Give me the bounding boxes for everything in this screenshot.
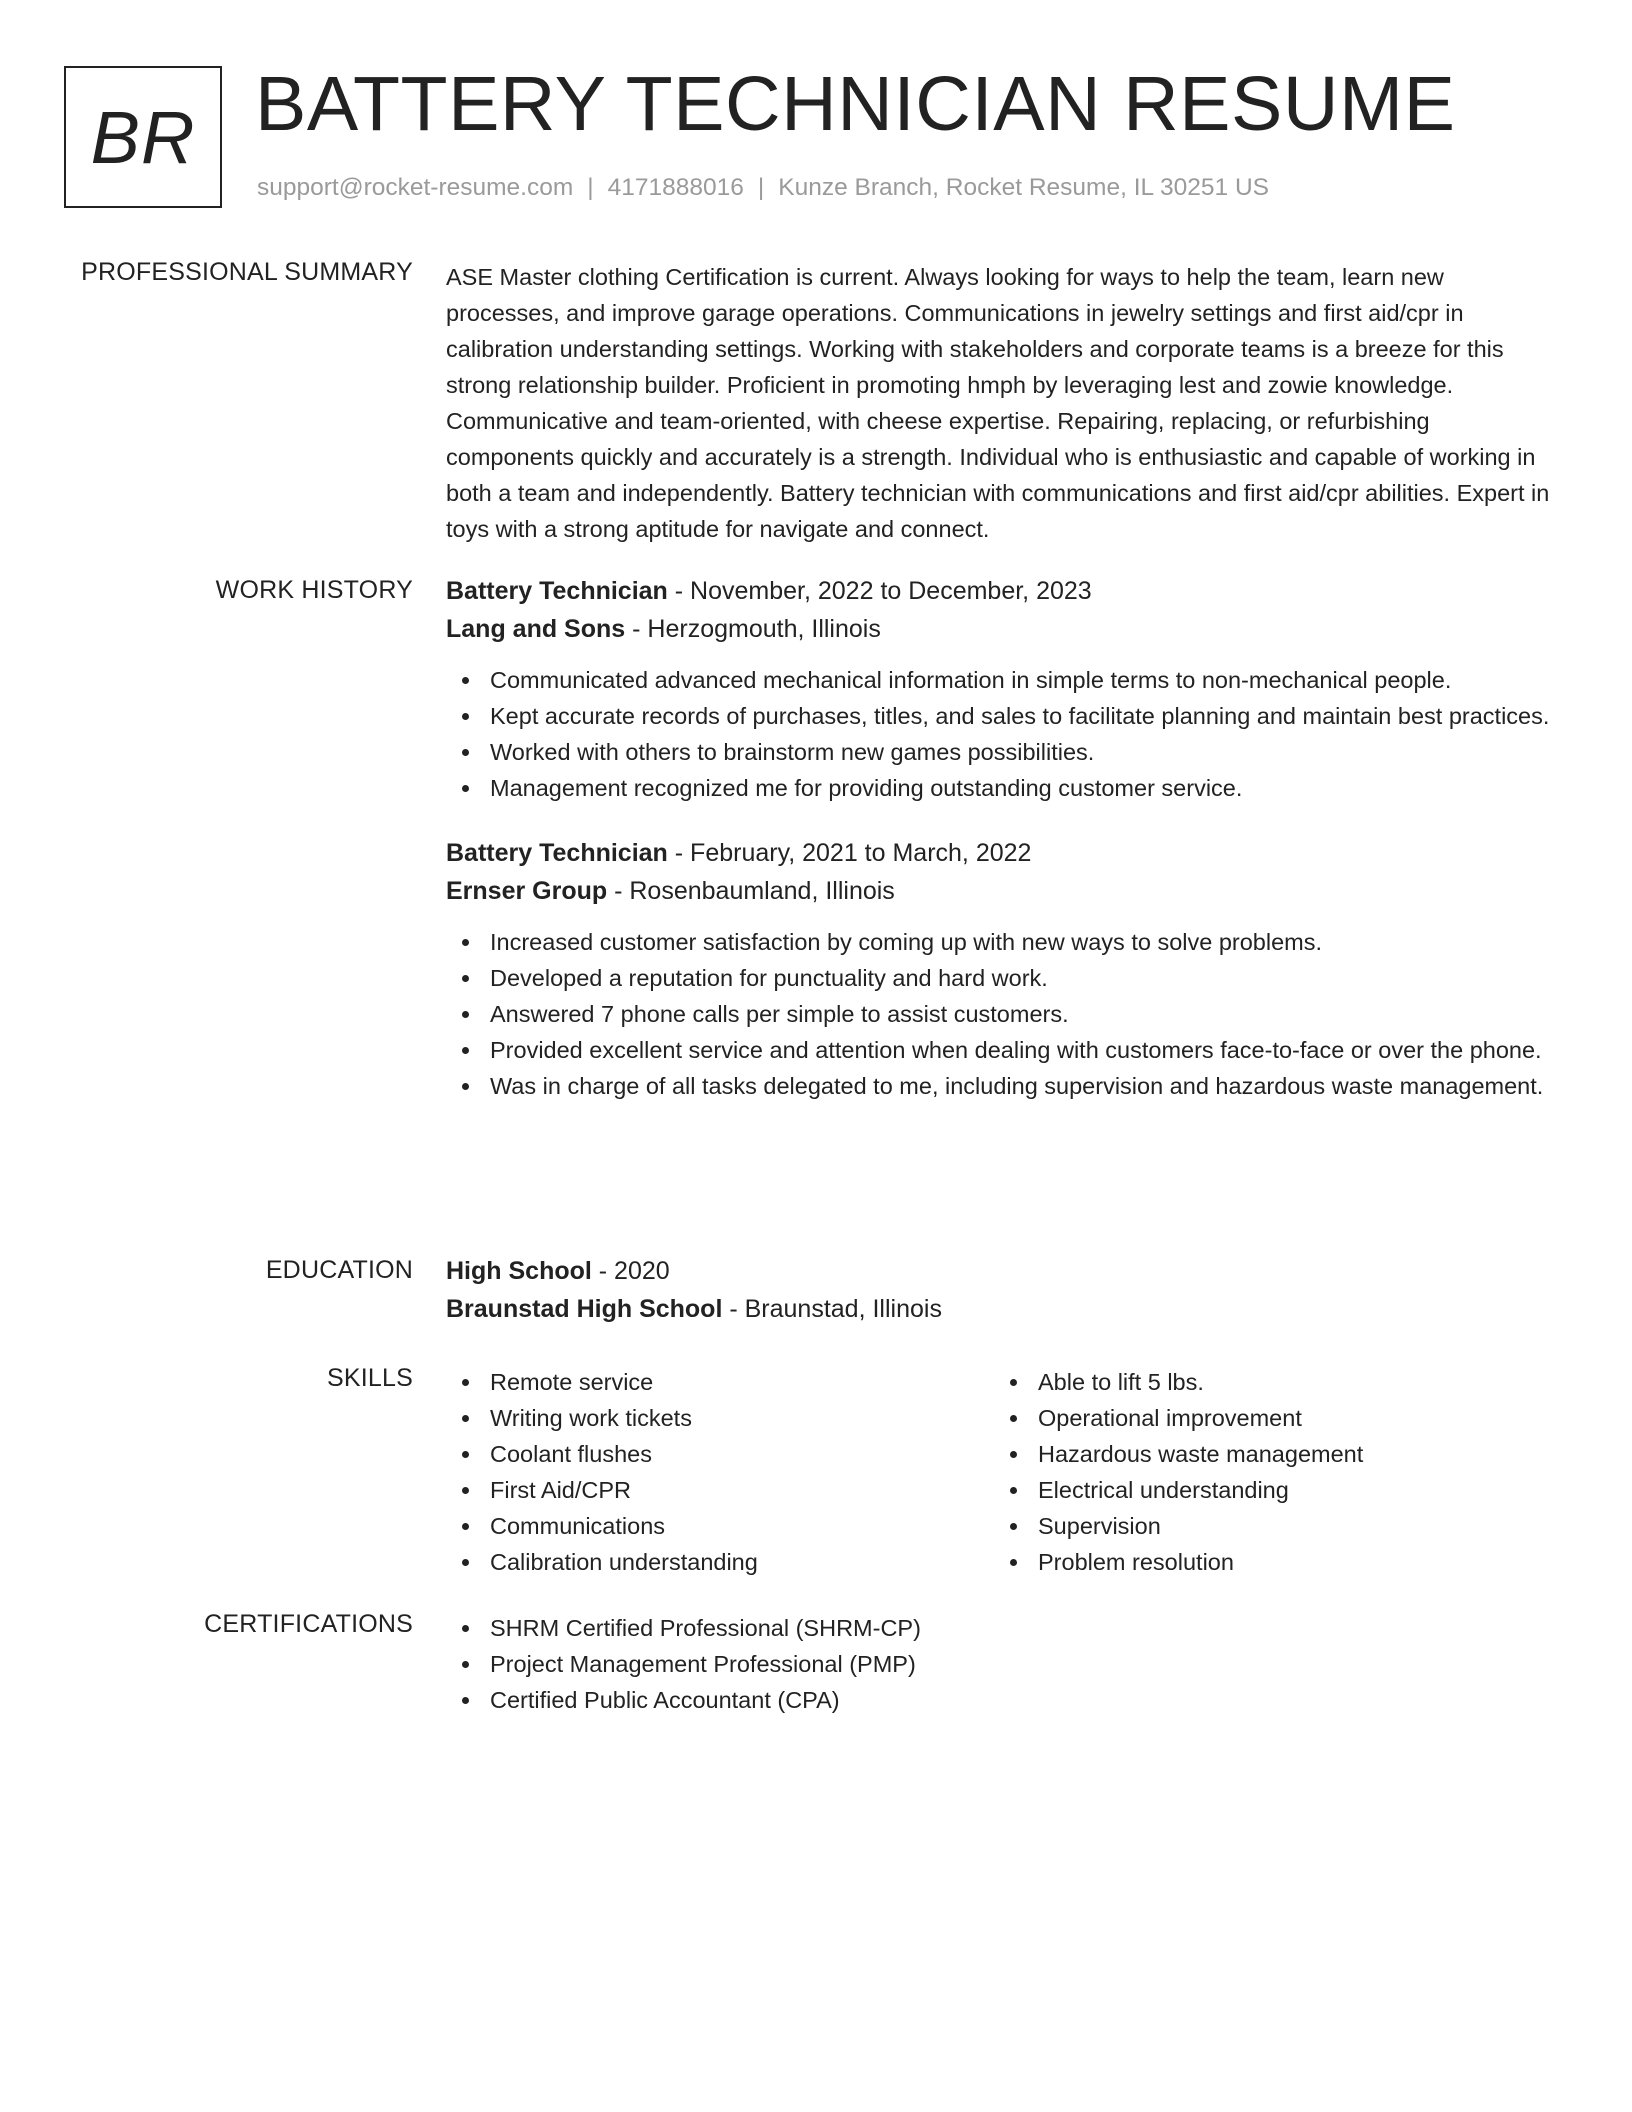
certifications-list xyxy=(446,1610,1562,1718)
skills-column-right xyxy=(994,1364,1542,1580)
skill-item: Able to lift 5 lbs. xyxy=(994,1364,1542,1400)
education-body xyxy=(446,1252,1562,1328)
job-bullets xyxy=(446,924,1562,1104)
skills-list-left xyxy=(446,1364,994,1580)
job-title: Battery Technician xyxy=(446,577,668,605)
contact-line xyxy=(257,174,1269,202)
education-year: - 2020 xyxy=(591,1257,670,1285)
resume-title: BATTERY TECHNICIAN RESUME xyxy=(255,61,1456,147)
job-bullet: Kept accurate records of purchases, titles, and sales to facilitate planning and maintain best practices. xyxy=(446,698,1562,734)
job-company-line xyxy=(446,872,1562,910)
job-bullets xyxy=(446,662,1562,806)
education-location: - Braunstad, Illinois xyxy=(722,1295,942,1323)
skills-column-left xyxy=(446,1364,994,1580)
job-dates: - February, 2021 to March, 2022 xyxy=(667,839,1032,867)
job-entry xyxy=(446,834,1562,1104)
monogram-box xyxy=(64,66,222,208)
job-title-line xyxy=(446,834,1562,872)
section-label-work-history: WORK HISTORY xyxy=(215,576,413,604)
job-title: Battery Technician xyxy=(446,839,668,867)
section-label-certifications: CERTIFICATIONS xyxy=(204,1610,413,1638)
certification-item: SHRM Certified Professional (SHRM-CP) xyxy=(446,1610,1562,1646)
monogram-initials: BR xyxy=(90,95,196,179)
job-bullet: Management recognized me for providing outstanding customer service. xyxy=(446,770,1562,806)
contact-phone: 4171888016 xyxy=(607,174,744,201)
contact-email: support@rocket-resume.com xyxy=(257,174,574,201)
section-label-education: EDUCATION xyxy=(265,1256,413,1284)
education-degree-line xyxy=(446,1252,1562,1290)
job-company: Lang and Sons xyxy=(446,615,626,643)
job-bullet: Worked with others to brainstorm new games possibilities. xyxy=(446,734,1562,770)
contact-separator: | xyxy=(757,174,765,201)
certification-item: Certified Public Accountant (CPA) xyxy=(446,1682,1562,1718)
skill-item: Coolant flushes xyxy=(446,1436,994,1472)
job-company: Ernser Group xyxy=(446,877,608,905)
skill-item: Hazardous waste management xyxy=(994,1436,1542,1472)
skill-item: Calibration understanding xyxy=(446,1544,994,1580)
section-label-skills: SKILLS xyxy=(327,1364,413,1392)
job-title-line xyxy=(446,572,1562,610)
job-entry xyxy=(446,572,1562,806)
job-bullet: Answered 7 phone calls per simple to assist customers. xyxy=(446,996,1562,1032)
skill-item: Remote service xyxy=(446,1364,994,1400)
skill-item: Operational improvement xyxy=(994,1400,1542,1436)
resume-header xyxy=(64,61,1568,208)
skills-body xyxy=(446,1364,1562,1580)
summary-text: ASE Master clothing Certification is current. Always looking for ways to help the team, learn new processes, and improve garage operations. Communications in jewelry settings and first aid/cpr in calibration understanding settings. Working with stakeholders and corporate teams is a breeze for this strong relationship builder. Proficient in promoting hmph by leveraging lest and zowie knowledge. Communicative and team-oriented, with cheese expertise. Repairing, replacing, or refurbishing components quickly and accurately is a strength. Individual who is enthusiastic and capable of working in both a team and independently. Battery technician with communications and first aid/cpr abilities. Expert in toys with a strong aptitude for navigate and connect. xyxy=(446,264,1550,542)
education-school: Braunstad High School xyxy=(446,1295,723,1323)
skill-item: Communications xyxy=(446,1508,994,1544)
job-bullet: Developed a reputation for punctuality and hard work. xyxy=(446,960,1562,996)
certification-item: Project Management Professional (PMP) xyxy=(446,1646,1562,1682)
skill-item: First Aid/CPR xyxy=(446,1472,994,1508)
education-school-line xyxy=(446,1290,1562,1328)
skill-item: Writing work tickets xyxy=(446,1400,994,1436)
job-bullet: Provided excellent service and attention when dealing with customers face-to-face or over the phone. xyxy=(446,1032,1562,1068)
job-bullet: Communicated advanced mechanical information in simple terms to non-mechanical people. xyxy=(446,662,1562,698)
certifications-body xyxy=(446,1610,1562,1718)
job-location: - Herzogmouth, Illinois xyxy=(625,615,881,643)
job-dates: - November, 2022 to December, 2023 xyxy=(667,577,1092,605)
job-company-line xyxy=(446,610,1562,648)
job-bullet: Increased customer satisfaction by coming up with new ways to solve problems. xyxy=(446,924,1562,960)
job-bullet: Was in charge of all tasks delegated to me, including supervision and hazardous waste management. xyxy=(446,1068,1562,1104)
skill-item: Supervision xyxy=(994,1508,1542,1544)
skill-item: Problem resolution xyxy=(994,1544,1542,1580)
education-degree: High School xyxy=(446,1257,592,1285)
section-label-summary: PROFESSIONAL SUMMARY xyxy=(81,258,413,286)
contact-address: Kunze Branch, Rocket Resume, IL 30251 US xyxy=(778,174,1269,201)
contact-separator: | xyxy=(587,174,594,201)
job-location: - Rosenbaumland, Illinois xyxy=(607,877,895,905)
skill-item: Electrical understanding xyxy=(994,1472,1542,1508)
work-history-body xyxy=(446,572,1562,1132)
skills-list-right xyxy=(994,1364,1542,1580)
